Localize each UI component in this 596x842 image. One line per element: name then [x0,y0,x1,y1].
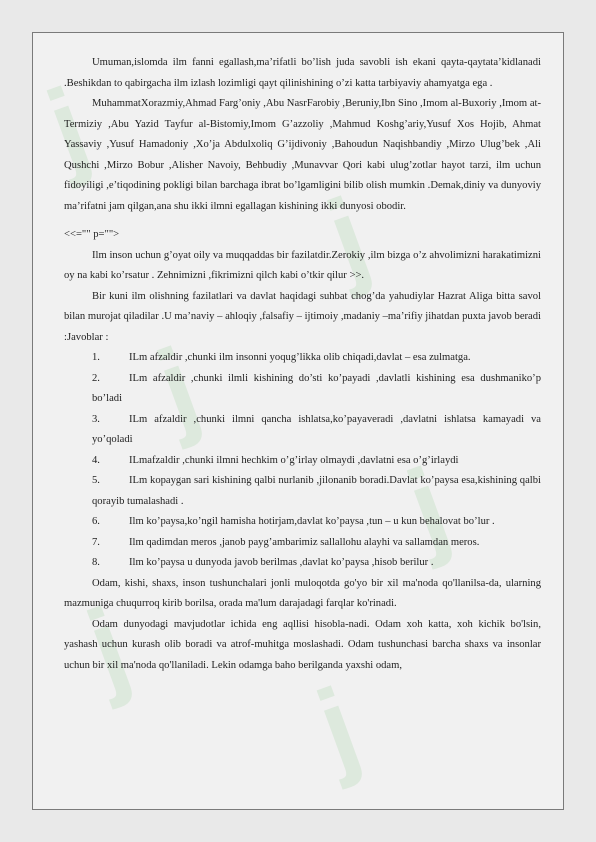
paragraph: MuhammatXorazmiy,Ahmad Farg’oniy ,Abu NasrFarobiy ,Beruniy,Ibn Sino ,Imom al-Buxoriy ,Imom at-Termiziy ,Abu Yazid Tayfur al-Bistomiy,Imom G’azzoliy ,Mahmud Koshg’ariy,Yusuf Xos Hojib, Ahmat Yassaviy ,Yusuf Hamadoniy ,Xo’ja Abdulxoliq G’ijdivoniy ,Bahoudun Naqishbandiy ,Mirzo Ulug’bek ,Ali Qushchi ,Mirzo Bobur ,Alisher Navoiy, Behbudiy ,Munavvar Qori kabi ulug’zotlar hayot tarzi, ilm uchun fidoyiligi ,e’tiqodining pokligi bilan barchaga ibrat bo’lgamligini bilib olish mumkin .Demak,diniy va dunyoviy ma’rifatni jam qilgan,ana shu ikki ilmni egallagan kishining ikki dunyosi obodir. [64,98,541,212]
list-text: ILm afzaldir ,chunki ilm insonni yoqug’likka olib chiqadi,davlat – esa zulmatga. [129,352,471,363]
list-number: 1. [92,352,100,363]
list-item [64,533,541,554]
list-item [64,471,541,512]
paragraph: Odam, kishi, shaxs, inson tushunchalari jonli muloqotda go'yo bir xil ma'noda qo'llanilsa-da, ularning mazmuniga chuqurroq kirib borilsa, orada ma'lum darajadagi farqlar ko'rinadi. [64,577,541,609]
watermark-logo: j [392,444,464,571]
paragraph: Umuman,islomda ilm fanni egallash,ma’rifatli bo’lish juda savobli ish ekani qayta-qaytata’kidlanadi .Beshikdan to qabirgacha ilm izlash lozimligi qayt qilinishining o’zi katta tarbiyaviy ahamyatga ega . [64,57,541,89]
watermark-logo: j [32,64,104,191]
list-number: 8. [92,557,100,568]
paragraph: <<="" p=""> [64,229,120,240]
list-number: 3. [92,413,100,425]
list-item [64,369,541,410]
list-number: 6. [92,516,100,527]
paragraph: Odam dunyodagi mavjudotlar ichida eng aqllisi hisobla-nadi. Odam xoh katta, xoh kichik bo'lsin, yashash uchun kurash olib boradi va atrof-muhitga moslashadi. Odam tushunchasi barcha shaxs va insonlar uchun bir xil ma'noda qo'llaniladi. Lekin odamga baho berilganda yaxshi odam, [64,618,541,671]
document-body [64,53,541,676]
document-page [32,32,564,810]
list-item [64,451,541,472]
paragraph: Ilm inson uchun g’oyat oily va muqqaddas bir fazilatdir.Zerokiy ,ilm bizga o’z ahvolimizni harakatimizni oy na kabi ko’rsatur . Zehnimizni ,fikrimizni qilch kabi o’tkir qilur >>. [64,249,541,281]
watermark-logo: j [312,174,384,301]
list-text: ILm afzaldir ,chunki ilmli kishining do’sti ko’payadi ,davlatli kishining esa dushmaniko’p bo’ladi [92,372,541,404]
list-item [64,553,541,574]
list-item [64,410,541,451]
watermark-logo: j [302,664,374,791]
watermark-logo: j [72,584,144,711]
paragraph: Bir kuni ilm olishning fazilatlari va davlat haqidagi suhbat chog’da yahudiylar Hazrat Aliga bitta savol bilan murojat qiladilar .U ma’naviy – ahloqiy ,falsafiy – ijtimoiy ,madaniy –ma’rifiy jihatdan puxta javob beradi :Javoblar : [64,290,541,343]
list-text: Ilm ko’paysa,ko’ngil hamisha hotirjam,davlat ko’paysa ,tun – u kun behalovat bo’lur . [129,516,495,527]
list-text: ILm kopaygan sari kishining qalbi nurlanib ,jilonanib boradi.Davlat ko’paysa esa,kishining qalbi qorayib tumalashadi . [92,475,541,507]
list-number: 7. [92,536,100,548]
list-text: ILmafzaldir ,chunki ilmni hechkim o’g’irlay olmaydi ,davlatni esa o’g’irlaydi [129,454,459,466]
list-text: Ilm qadimdan meros ,janob payg’ambarimiz sallallohu alayhi va sallamdan meros. [129,536,480,548]
list-number: 5. [92,475,100,486]
list-number: 2. [92,372,100,384]
list-number: 4. [92,454,100,466]
list-text: Ilm ko’paysa u dunyoda javob berilmas ,davlat ko’paysa ,hisob berilur . [129,557,434,568]
list-item [64,348,541,369]
list-text: ILm afzaldir ,chunki ilmni qancha ishlatsa,ko’payaveradi ,davlatni ishlatsa kamayadi va yo’qoladi [92,413,541,445]
list-item [64,512,541,533]
watermark-logo: j [142,324,214,451]
